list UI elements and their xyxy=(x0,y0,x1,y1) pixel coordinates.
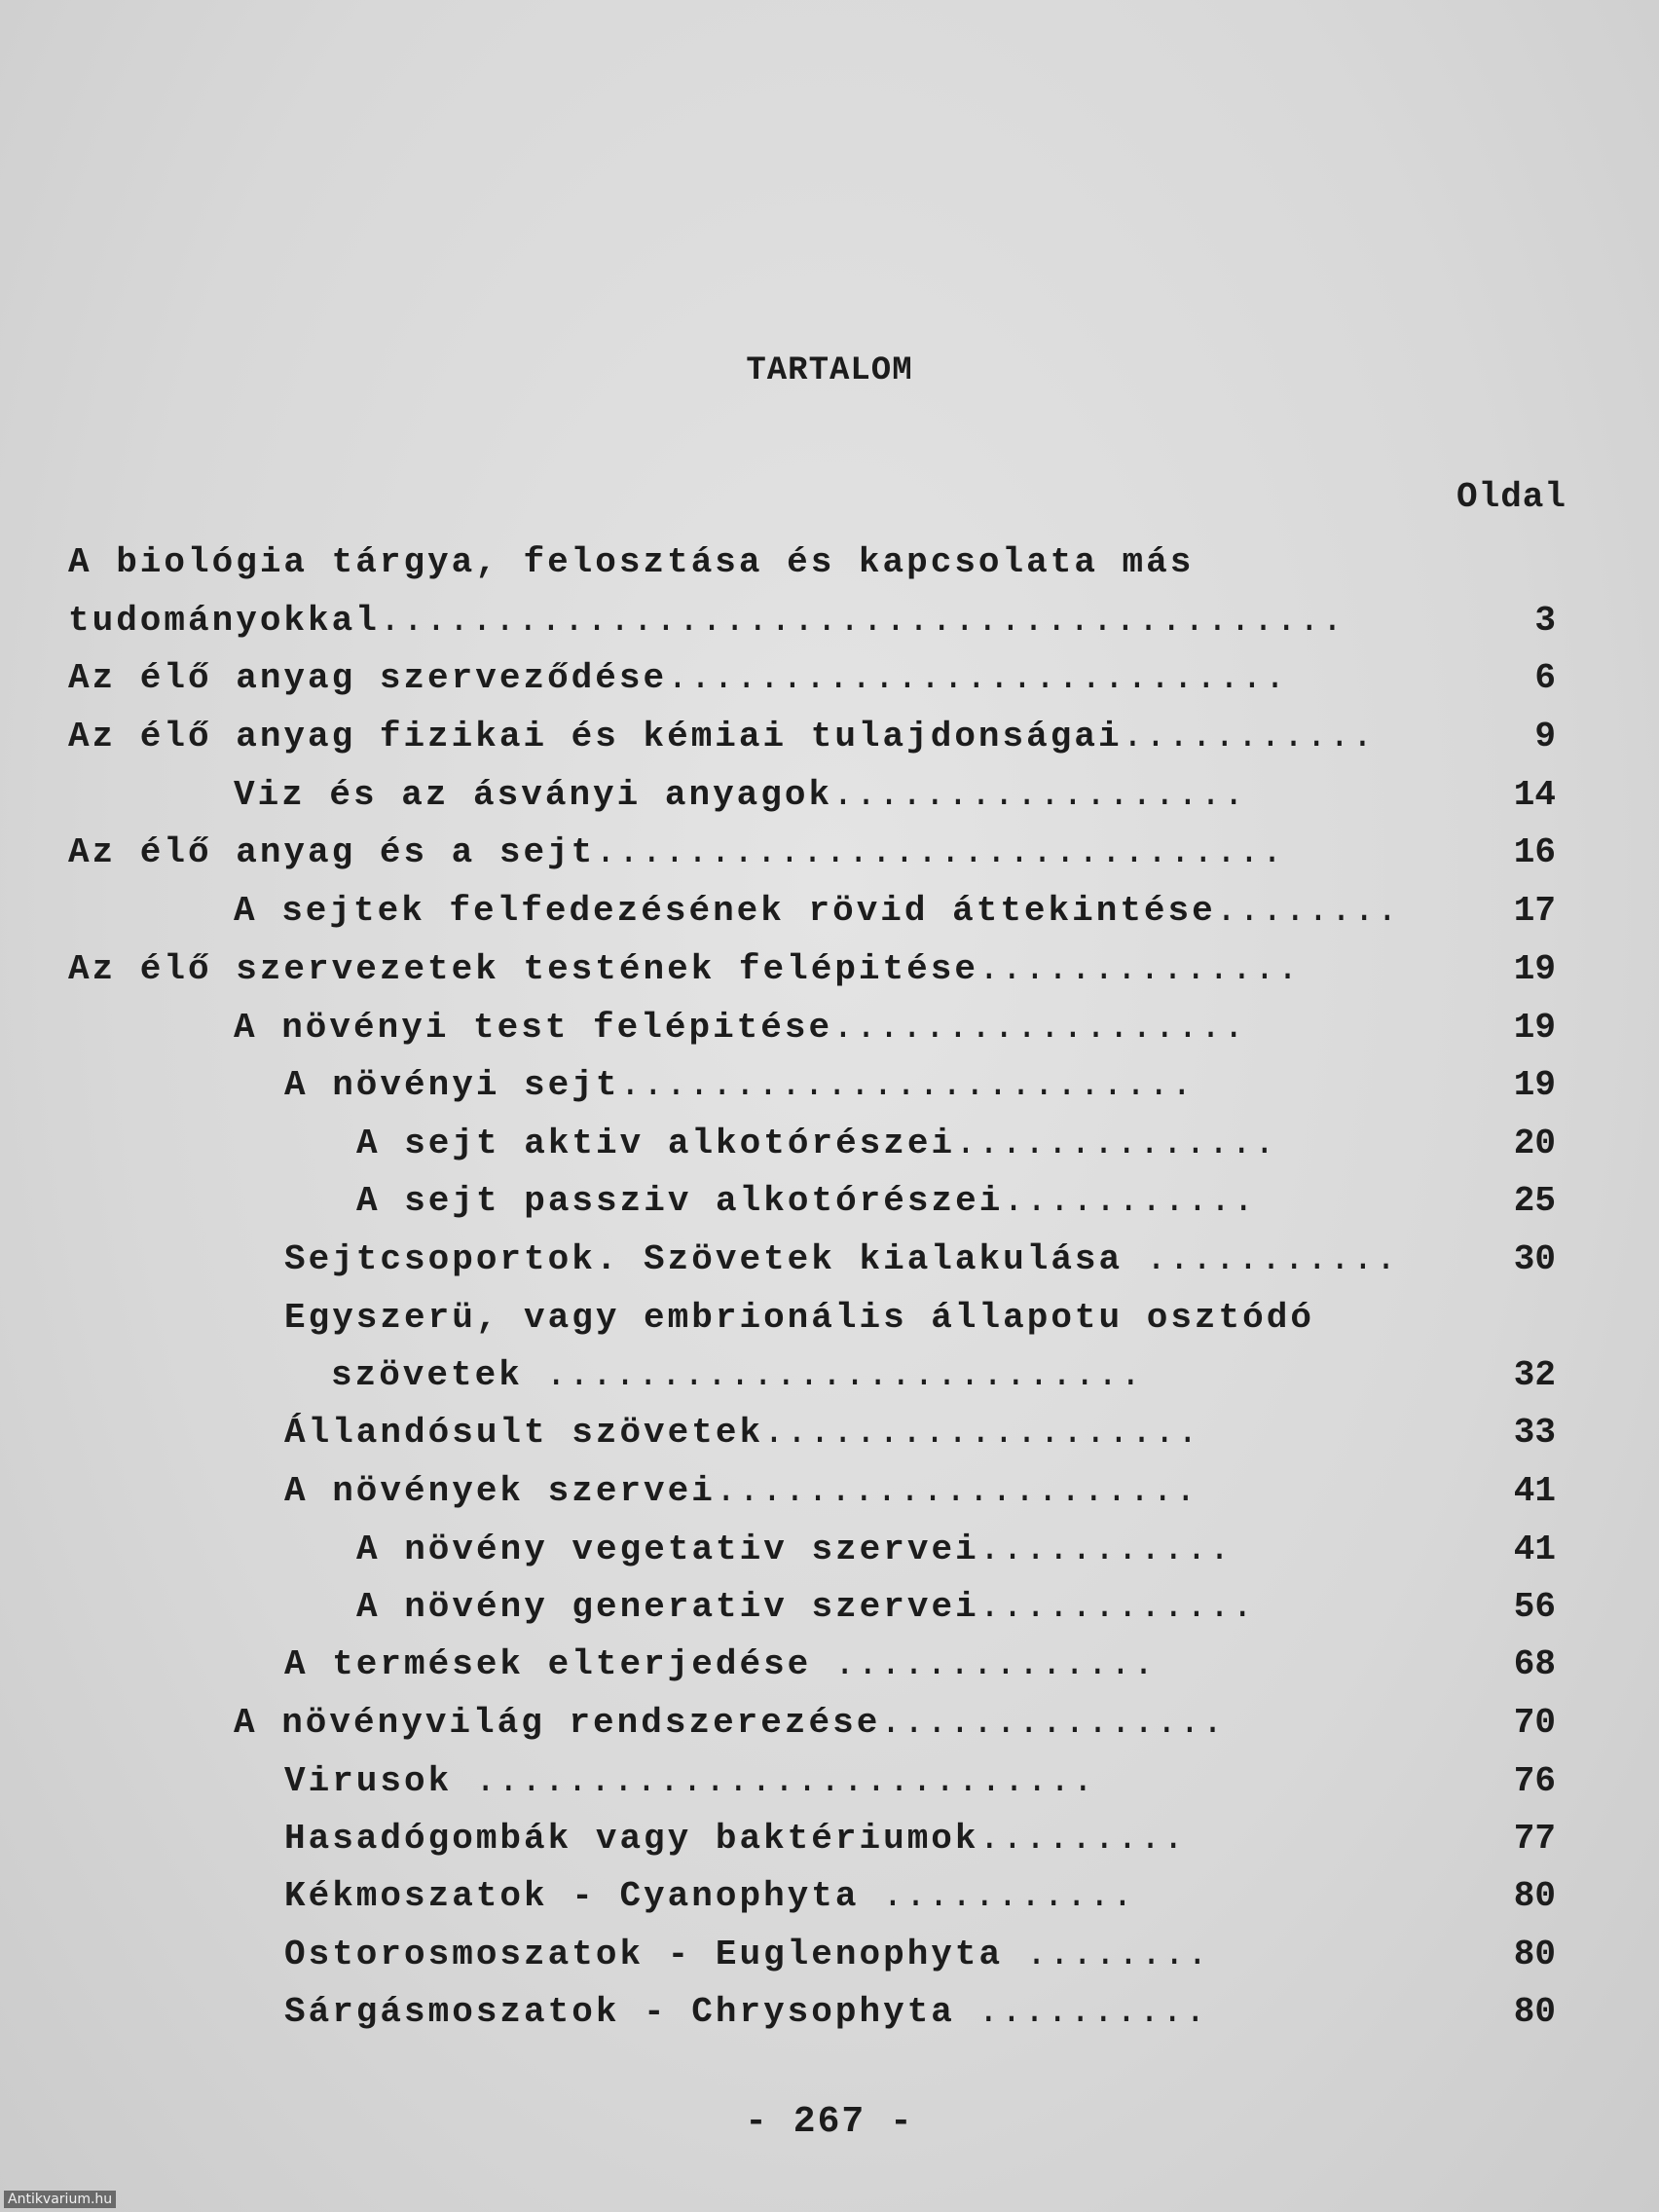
toc-dot-leader: ............ xyxy=(978,1587,1255,1627)
toc-page-number: 30 xyxy=(1513,1239,1556,1279)
toc-page-number: 33 xyxy=(1513,1413,1556,1453)
toc-page-number: 41 xyxy=(1513,1471,1556,1511)
toc-entry xyxy=(356,1588,1255,1627)
toc-entry-title: Ostorosmoszatok - Euglenophyta xyxy=(284,1935,1004,1974)
toc-entry-title: Hasadógombák vagy baktériumok xyxy=(284,1819,979,1859)
toc-page-number: 19 xyxy=(1513,1008,1556,1048)
toc-entry-title: tudományokkal xyxy=(68,601,380,641)
toc-entry xyxy=(284,1066,1195,1105)
page-number-footer: - 267 - xyxy=(745,2101,914,2143)
toc-entry-title: A növények szervei xyxy=(284,1471,716,1511)
toc-page-number: 80 xyxy=(1513,1992,1556,2032)
toc-entry-title: A növényi test felépitése xyxy=(234,1008,833,1048)
toc-dot-leader: ........... xyxy=(1122,717,1376,756)
toc-entry xyxy=(234,776,1246,815)
toc-entry-title: A termések elterjedése xyxy=(284,1644,812,1684)
toc-dot-leader: ......... xyxy=(978,1819,1186,1859)
toc-entry-title: A sejt passziv alkotórészei xyxy=(356,1181,1004,1221)
toc-entry xyxy=(284,1993,1208,2032)
toc-dot-leader: ........ xyxy=(1215,891,1400,931)
toc-entry-title: Az élő szervezetek testének felépitése xyxy=(68,949,978,989)
toc-entry-title: Az élő anyag szerveződése xyxy=(68,658,668,698)
toc-entry xyxy=(234,1704,1225,1743)
toc-dot-leader: ................... xyxy=(763,1413,1200,1453)
toc-page-number: 70 xyxy=(1513,1703,1556,1743)
toc-entry-title: Sárgásmoszatok - Chrysophyta xyxy=(284,1992,955,2032)
toc-dot-leader: ........... xyxy=(978,1530,1233,1569)
toc-dot-leader: .............. xyxy=(811,1644,1157,1684)
toc-dot-leader: .......................... xyxy=(522,1355,1144,1395)
toc-entry-title: A növény vegetativ szervei xyxy=(356,1530,979,1569)
toc-entry xyxy=(284,1472,1198,1511)
toc-page-number: 76 xyxy=(1513,1761,1556,1801)
toc-entry-title: Sejtcsoportok. Szövetek kialakulása xyxy=(284,1239,1124,1279)
toc-entry-title: A biológia tárgya, felosztása és kapcsolata más xyxy=(68,542,1195,582)
toc-dot-leader: ........... xyxy=(859,1876,1135,1916)
toc-entry xyxy=(284,1240,1398,1279)
toc-page-number: 68 xyxy=(1513,1644,1556,1684)
toc-dot-leader: .............. xyxy=(977,949,1301,989)
toc-entry-title: Az élő anyag és a sejt xyxy=(68,832,596,872)
toc-page-number: 19 xyxy=(1513,1065,1556,1105)
toc-dot-leader: ..................... xyxy=(715,1471,1198,1511)
toc-entry-title: A növényi sejt xyxy=(284,1065,620,1105)
toc-entry xyxy=(331,1356,1143,1395)
toc-page-number: 32 xyxy=(1513,1355,1556,1395)
page-title: TARTALOM xyxy=(746,352,913,389)
toc-dot-leader: ........................... xyxy=(667,658,1288,698)
toc-entry-title: A sejt aktiv alkotórészei xyxy=(356,1124,956,1163)
toc-entry-title: A növény generativ szervei xyxy=(356,1587,979,1627)
page-column-header: Oldal xyxy=(1456,477,1567,517)
toc-dot-leader: ......................... xyxy=(619,1065,1195,1105)
toc-page-number: 3 xyxy=(1534,601,1556,641)
toc-entry xyxy=(234,892,1400,931)
toc-entry xyxy=(284,1299,1314,1338)
toc-entry-title: Állandósult szövetek xyxy=(284,1413,764,1453)
toc-page-number: 41 xyxy=(1513,1530,1556,1569)
toc-entry xyxy=(284,1645,1156,1684)
toc-page-number: 80 xyxy=(1513,1935,1556,1974)
toc-entry-title: Viz és az ásványi anyagok xyxy=(234,775,833,815)
toc-entry-title: Kékmoszatok - Cyanophyta xyxy=(284,1876,860,1916)
toc-page-number: 17 xyxy=(1513,891,1556,931)
toc-page-number: 20 xyxy=(1513,1124,1556,1163)
toc-entry xyxy=(68,833,1284,872)
toc-entry-title: Egyszerü, vagy embrionális állapotu osztódó xyxy=(284,1298,1314,1338)
toc-dot-leader: .............. xyxy=(955,1124,1277,1163)
toc-entry xyxy=(284,1936,1210,1974)
toc-page-number: 14 xyxy=(1513,775,1556,815)
toc-page-number: 25 xyxy=(1513,1181,1556,1221)
toc-dot-leader: ........................... xyxy=(452,1761,1096,1801)
toc-entry xyxy=(284,1414,1200,1453)
toc-entry xyxy=(356,1182,1256,1221)
toc-page-number: 19 xyxy=(1513,949,1556,989)
toc-entry xyxy=(284,1877,1135,1916)
toc-dot-leader: .......................................... xyxy=(379,601,1346,641)
toc-entry xyxy=(284,1820,1186,1859)
toc-entry xyxy=(234,1009,1246,1048)
toc-entry xyxy=(68,602,1345,641)
toc-entry-title: A sejtek felfedezésének rövid áttekintése xyxy=(234,891,1216,931)
toc-entry-title: Virusok xyxy=(284,1761,453,1801)
toc-dot-leader: .............................. xyxy=(595,832,1285,872)
toc-entry-title: Az élő anyag fizikai és kémiai tulajdonságai xyxy=(68,717,1123,756)
toc-entry xyxy=(356,1124,1277,1163)
toc-entry-title: A növényvilág rendszerezése xyxy=(234,1703,881,1743)
toc-entry xyxy=(68,543,1194,582)
toc-dot-leader: .................. xyxy=(832,1008,1246,1048)
watermark: Antikvarium.hu xyxy=(4,2191,116,2208)
toc-dot-leader: .................. xyxy=(832,775,1246,815)
toc-entry xyxy=(356,1530,1232,1569)
toc-page-number: 80 xyxy=(1513,1876,1556,1916)
toc-page-number: 9 xyxy=(1534,717,1556,756)
toc-dot-leader: ........ xyxy=(1003,1935,1210,1974)
toc-entry xyxy=(68,659,1287,698)
toc-page-number: 6 xyxy=(1534,658,1556,698)
toc-page-number: 77 xyxy=(1513,1819,1556,1859)
toc-dot-leader: ............... xyxy=(880,1703,1226,1743)
toc-entry xyxy=(68,718,1375,756)
toc-dot-leader: ........... xyxy=(1003,1181,1256,1221)
toc-entry xyxy=(284,1762,1095,1801)
toc-page-number: 16 xyxy=(1513,832,1556,872)
toc-entry-title: szövetek xyxy=(331,1355,523,1395)
toc-entry xyxy=(68,950,1300,989)
toc-dot-leader: ........... xyxy=(1123,1239,1399,1279)
toc-dot-leader: .......... xyxy=(954,1992,1208,2032)
toc-page-number: 56 xyxy=(1513,1587,1556,1627)
